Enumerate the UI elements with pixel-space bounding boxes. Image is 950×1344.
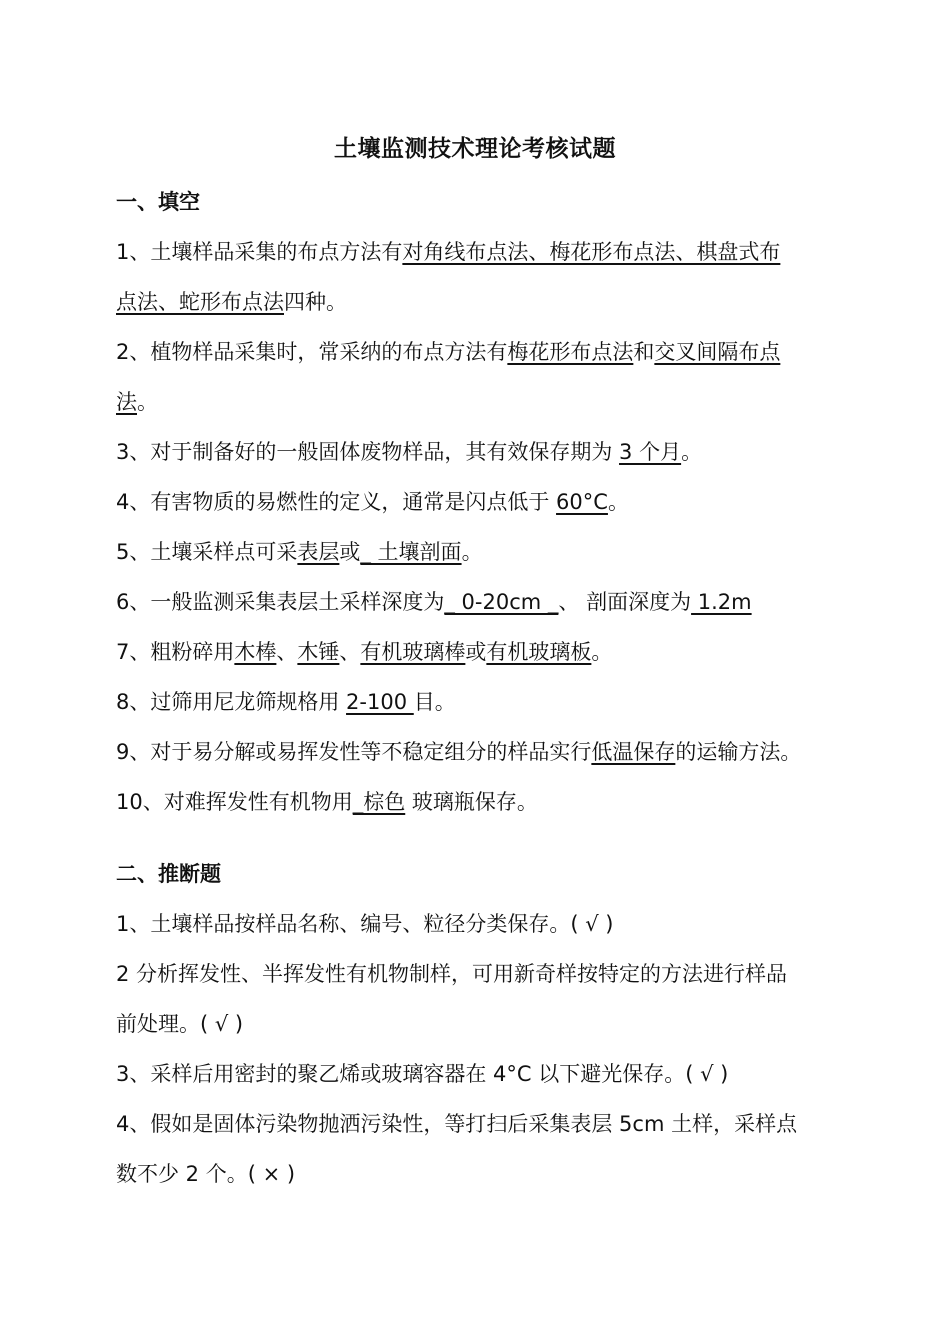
tf-question-4-line-2: 数不少 2 个。( × ): [116, 1162, 296, 1186]
answer: 3 个月: [619, 440, 682, 464]
answer: 对角线布点法、梅花形布点法、棋盘式布: [402, 240, 781, 264]
answer: _ 0-20cm _: [444, 590, 559, 614]
question-3: 3、对于制备好的一般固体废物样品，其有效保存期为 3 个月。: [116, 440, 703, 464]
tf-question-4-line-1: 4、假如是固体污染物抛洒污染性，等打扫后采集表层 5cm 土样，采样点: [116, 1112, 798, 1136]
question-2-line-1: 2、植物样品采集时，常采纳的布点方法有梅花形布点法和交叉间隔布点: [116, 340, 781, 364]
section-heading-fill-blank: 一、填空: [116, 190, 200, 214]
question-7: 7、粗粉碎用木棒、木锤、有机玻璃棒或有机玻璃板。: [116, 640, 613, 664]
answer: 法: [116, 390, 137, 414]
answer: 表层: [297, 540, 340, 564]
answer: _棕色: [352, 790, 406, 814]
answer: 有机玻璃板: [486, 640, 592, 664]
answer: 木棒: [234, 640, 277, 664]
question-1-line-2: 点法、蛇形布点法四种。: [116, 290, 347, 314]
answer: 2-100: [346, 690, 414, 714]
tf-question-2-line-1: 2 分析挥发性、半挥发性有机物制样，可用新奇样按特定的方法进行样品: [116, 962, 788, 986]
answer: _ 土壤剖面: [360, 540, 462, 564]
tf-question-1: 1、土壤样品按样品名称、编号、粒径分类保存。( √ ): [116, 912, 614, 936]
answer: 点法、蛇形布点法: [116, 290, 284, 314]
answer: 交叉间隔布点: [654, 340, 781, 364]
answer: 梅花形布点法: [507, 340, 634, 364]
question-5: 5、土壤采样点可采表层或_ 土壤剖面。: [116, 540, 483, 564]
answer: 木锤: [297, 640, 340, 664]
question-8: 8、过筛用尼龙筛规格用 2-100 目。: [116, 690, 456, 714]
answer: 1.2m: [691, 590, 752, 614]
tf-question-3: 3、采样后用密封的聚乙烯或玻璃容器在 4°C 以下避光保存。( √ ): [116, 1062, 729, 1086]
tf-question-2-line-2: 前处理。( √ ): [116, 1012, 244, 1036]
question-2-line-2: 法。: [116, 390, 158, 414]
question-4: 4、有害物质的易燃性的定义，通常是闪点低于 60°C。: [116, 490, 629, 514]
question-10: 10、对难挥发性有机物用_棕色 玻璃瓶保存。: [116, 790, 538, 814]
section-heading-true-false: 二、推断题: [116, 862, 221, 886]
question-6: 6、一般监测采集表层土采样深度为_ 0-20cm _、 剖面深度为 1.2m: [116, 590, 752, 614]
answer: 60°C: [556, 490, 608, 514]
answer: 低温保存: [591, 740, 676, 764]
question-1-line-1: 1、土壤样品采集的布点方法有对角线布点法、梅花形布点法、棋盘式布: [116, 240, 781, 264]
question-9: 9、对于易分解或易挥发性等不稳定组分的样品实行低温保存的运输方法。: [116, 740, 802, 764]
answer: 有机玻璃棒: [360, 640, 466, 664]
page-title: 土壤监测技术理论考核试题: [334, 136, 616, 162]
